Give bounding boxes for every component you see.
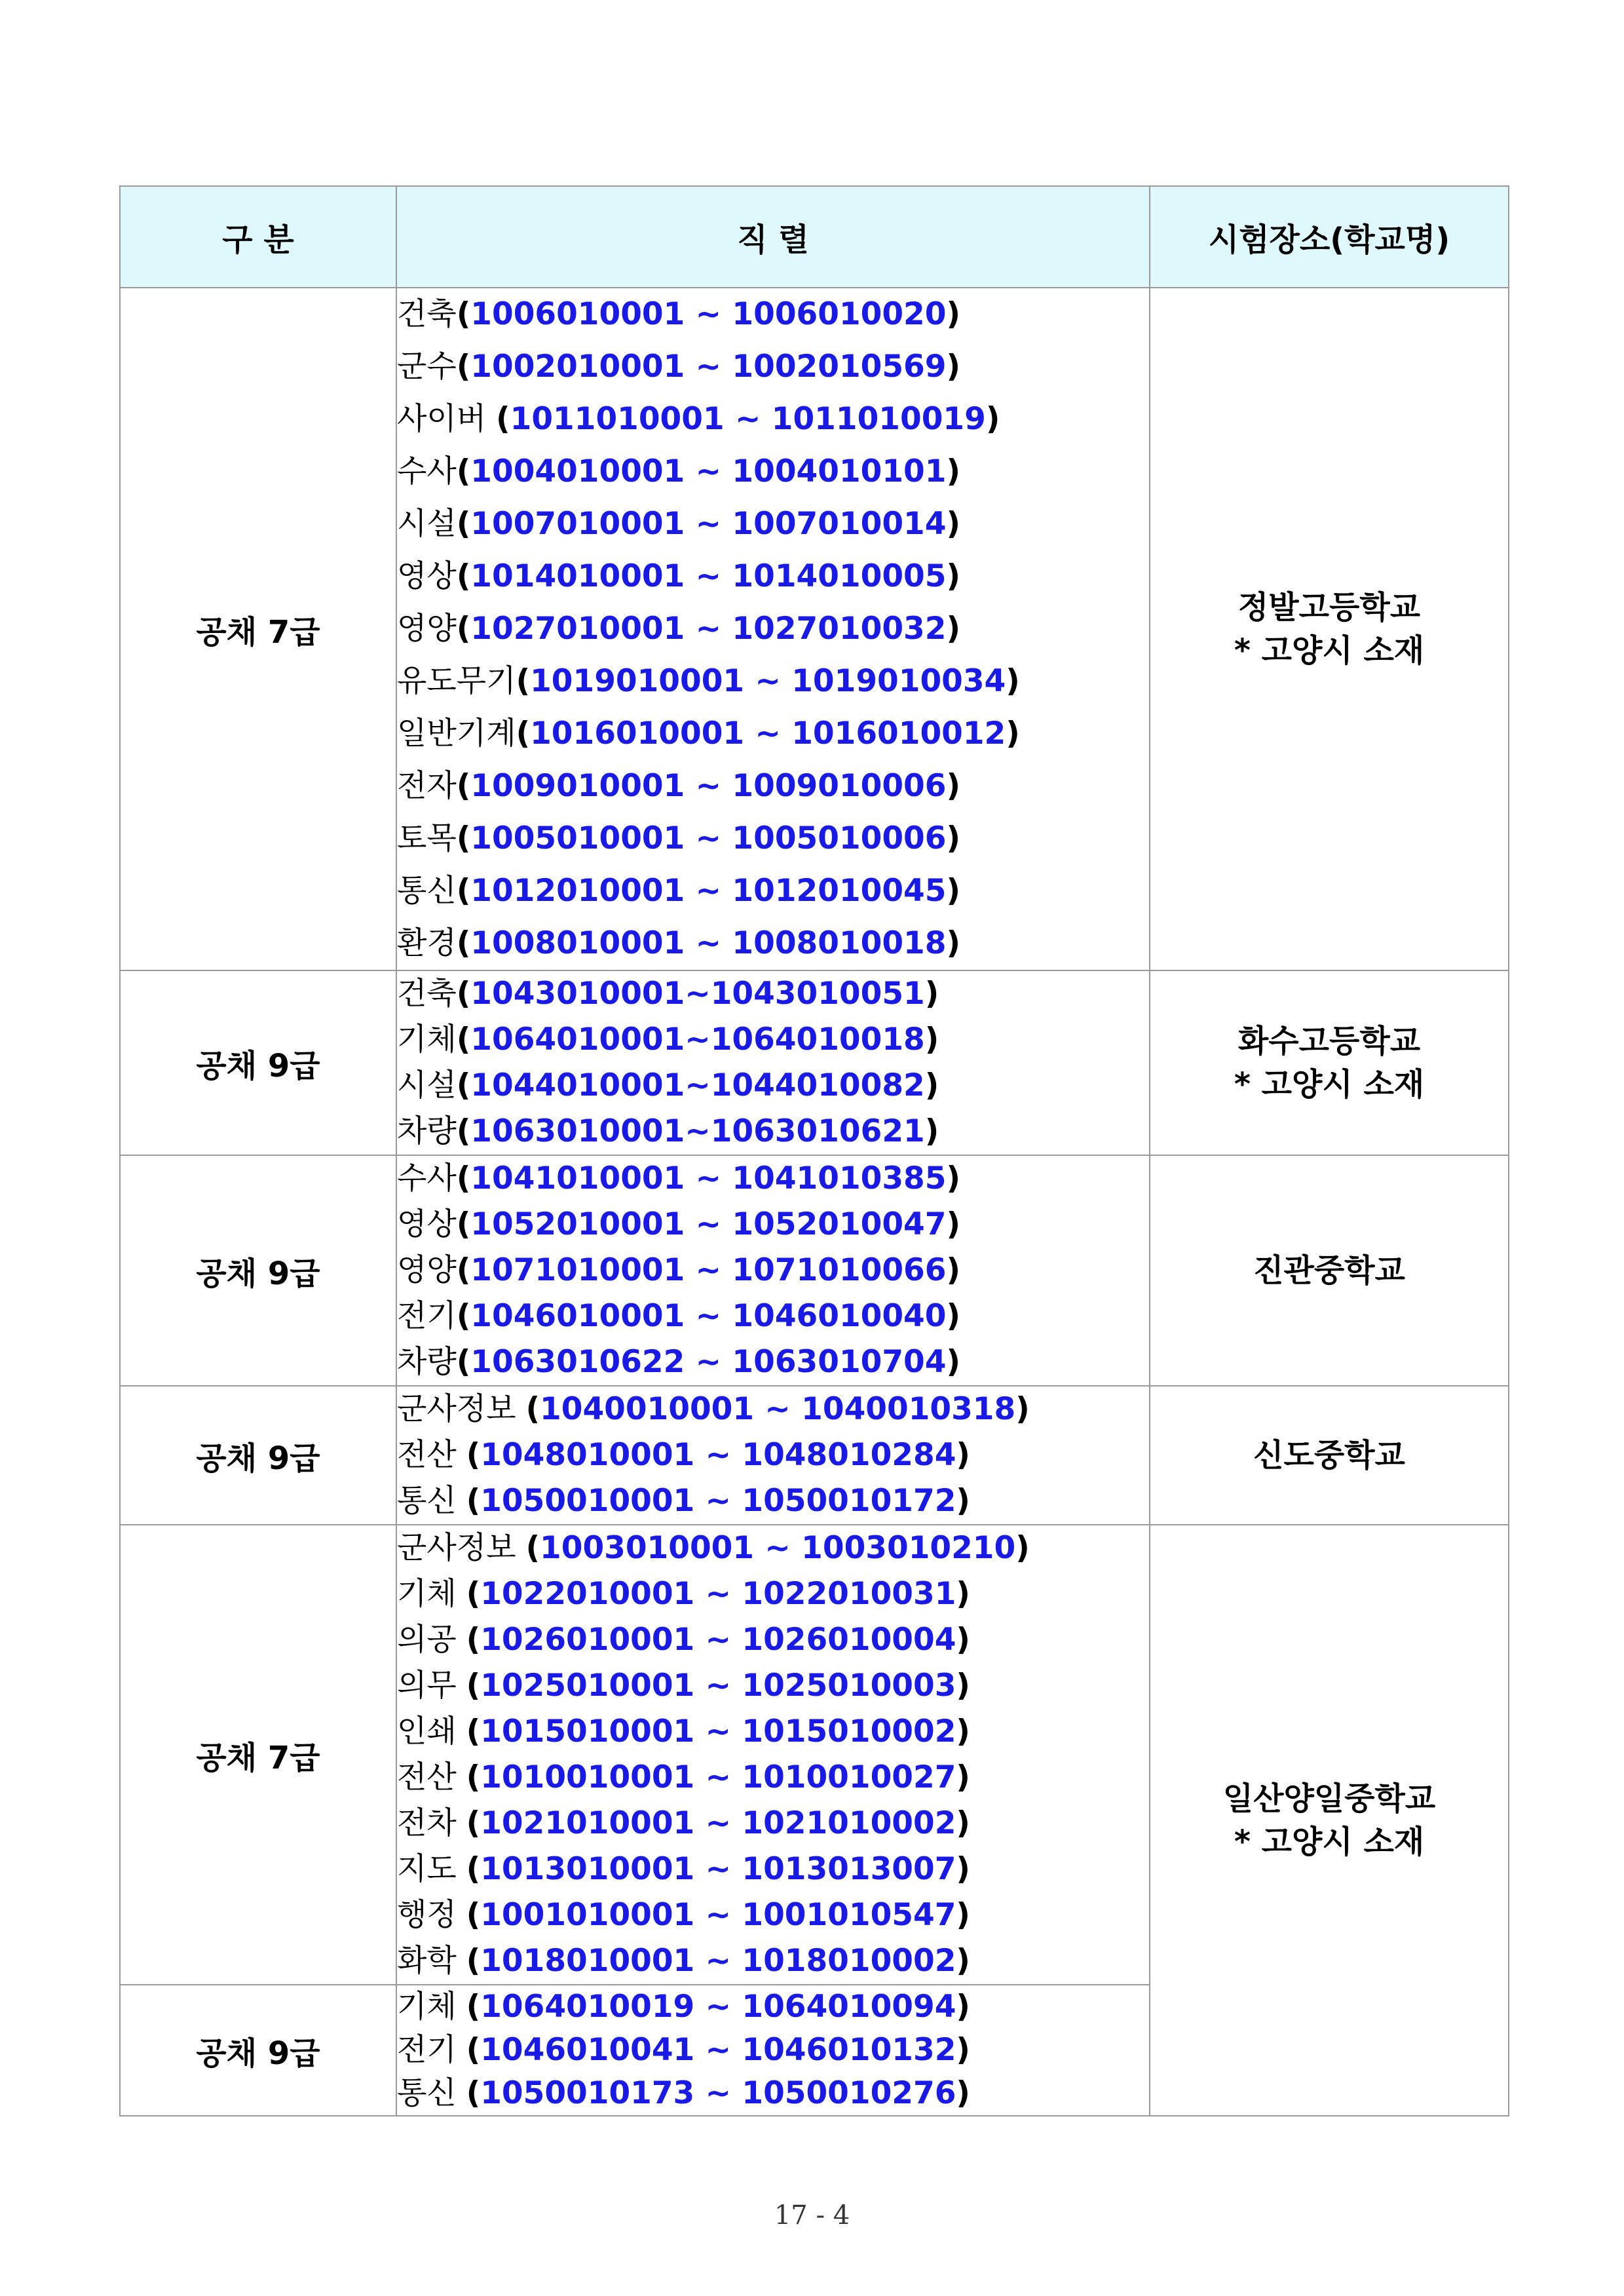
category-cell: 공채 7급 (120, 1525, 396, 1985)
series-name: 영상 (397, 558, 457, 594)
series-list-cell (396, 1386, 1150, 1525)
series-name: 군수 (397, 349, 457, 385)
location-note: * 고양시 소재 (1234, 1824, 1425, 1860)
series-name: 화학 (397, 1943, 466, 1979)
exam-number-range: 1013010001 ~ 1013013007 (480, 1851, 956, 1887)
series-name: 통신 (397, 2075, 466, 2111)
exam-number-range: 1046010041 ~ 1046010132 (480, 2032, 956, 2068)
table-row (120, 1155, 1509, 1386)
page-number: 17 - 4 (774, 2200, 850, 2230)
series-name: 환경 (397, 925, 457, 961)
exam-number-range: 1004010001 ~ 1004010101 (470, 453, 947, 489)
series-name: 차량 (397, 1344, 457, 1380)
series-item: 통신 (1050010173 ~ 1050010276) (397, 2075, 970, 2111)
series-name: 행정 (397, 1897, 466, 1933)
series-item: 영상(1014010001 ~ 1014010005) (397, 558, 960, 594)
table-row (120, 288, 1509, 970)
series-name: 영양 (397, 1252, 457, 1288)
exam-number-range: 1022010001 ~ 1022010031 (480, 1576, 956, 1612)
series-name: 수사 (397, 1160, 457, 1196)
series-name: 건축 (397, 296, 457, 332)
exam-number-range: 1015010001 ~ 1015010002 (480, 1713, 956, 1750)
series-name: 전기 (397, 2032, 466, 2068)
series-name: 전자 (397, 768, 457, 804)
school-name: 진관중학교 (1253, 1252, 1405, 1289)
series-item: 의무 (1025010001 ~ 1025010003) (397, 1668, 970, 1704)
exam-number-range: 1046010001 ~ 1046010040 (470, 1298, 947, 1334)
series-item: 행정 (1001010001 ~ 1001010547) (397, 1897, 970, 1933)
exam-number-range: 1006010001 ~ 1006010020 (470, 296, 947, 332)
exam-place-cell (1150, 1386, 1509, 1525)
exam-number-range: 1064010001~1064010018 (470, 1022, 925, 1058)
exam-number-range: 1050010001 ~ 1050010172 (480, 1483, 956, 1519)
exam-number-range: 1016010001 ~ 1016010012 (530, 716, 1006, 752)
exam-number-range: 1048010001 ~ 1048010284 (480, 1437, 956, 1473)
series-name: 유도무기 (397, 663, 516, 699)
series-list-cell (396, 1985, 1150, 2116)
table-row (120, 1386, 1509, 1525)
series-item: 차량(1063010001~1063010621) (397, 1113, 939, 1149)
school-name: 정발고등학교 (1237, 589, 1421, 626)
exam-number-range: 1007010001 ~ 1007010014 (470, 506, 947, 542)
series-name: 일반기계 (397, 716, 516, 752)
school-name: 신도중학교 (1253, 1437, 1405, 1474)
series-name: 토목 (397, 820, 457, 856)
location-note: * 고양시 소재 (1234, 632, 1425, 669)
exam-number-range: 1018010001 ~ 1018010002 (480, 1943, 956, 1979)
series-item: 토목(1005010001 ~ 1005010006) (397, 820, 960, 856)
exam-number-range: 1025010001 ~ 1025010003 (480, 1668, 956, 1704)
series-name: 영상 (397, 1206, 457, 1242)
exam-number-range: 1009010001 ~ 1009010006 (470, 768, 947, 804)
header-series: 직 렬 (396, 186, 1150, 288)
exam-number-range: 1021010001 ~ 1021010002 (480, 1805, 956, 1841)
category-cell: 공채 9급 (120, 1386, 396, 1525)
series-item: 영양(1071010001 ~ 1071010066) (397, 1252, 960, 1288)
series-item: 건축(1006010001 ~ 1006010020) (397, 296, 960, 332)
series-name: 군사정보 (397, 1530, 526, 1566)
series-name: 사이버 (397, 401, 497, 437)
exam-number-range: 1012010001 ~ 1012010045 (470, 873, 947, 909)
exam-number-range: 1050010173 ~ 1050010276 (480, 2075, 956, 2111)
school-name: 화수고등학교 (1237, 1023, 1421, 1060)
series-item: 전기(1046010001 ~ 1046010040) (397, 1298, 960, 1334)
exam-number-range: 1052010001 ~ 1052010047 (470, 1206, 947, 1242)
series-item: 군수(1002010001 ~ 1002010569) (397, 349, 960, 385)
exam-number-range: 1001010001 ~ 1001010547 (480, 1897, 956, 1933)
series-name: 통신 (397, 873, 457, 909)
series-item: 사이버 (1011010001 ~ 1011010019) (397, 401, 1000, 437)
series-name: 기체 (397, 1989, 466, 2025)
series-name: 전기 (397, 1298, 457, 1334)
series-list-cell (396, 1525, 1150, 1985)
series-name: 차량 (397, 1113, 457, 1149)
exam-number-range: 1014010001 ~ 1014010005 (470, 558, 947, 594)
series-item: 수사(1041010001 ~ 1041010385) (397, 1160, 960, 1196)
series-item: 수사(1004010001 ~ 1004010101) (397, 453, 960, 489)
series-item: 군사정보 (1040010001 ~ 1040010318) (397, 1391, 1030, 1427)
table-row (120, 1525, 1509, 1985)
header-place: 시험장소(학교명) (1150, 186, 1509, 288)
category-cell: 공채 9급 (120, 1155, 396, 1386)
series-item: 전산 (1048010001 ~ 1048010284) (397, 1437, 970, 1473)
series-item: 건축(1043010001~1043010051) (397, 976, 939, 1012)
series-item: 통신(1012010001 ~ 1012010045) (397, 873, 960, 909)
exam-number-range: 1063010001~1063010621 (470, 1113, 925, 1149)
exam-number-range: 1008010001 ~ 1008010018 (470, 925, 947, 961)
exam-number-range: 1002010001 ~ 1002010569 (470, 349, 947, 385)
series-name: 의무 (397, 1668, 466, 1704)
series-name: 시설 (397, 506, 457, 542)
series-name: 지도 (397, 1851, 466, 1887)
series-item: 차량(1063010622 ~ 1063010704) (397, 1344, 960, 1380)
exam-place-cell (1150, 1525, 1509, 2116)
exam-number-range: 1071010001 ~ 1071010066 (470, 1252, 947, 1288)
series-list-cell (396, 1155, 1150, 1386)
series-name: 군사정보 (397, 1391, 526, 1427)
series-name: 건축 (397, 976, 457, 1012)
exam-number-range: 1043010001~1043010051 (470, 976, 925, 1012)
series-item: 기체(1064010001~1064010018) (397, 1022, 939, 1058)
series-item: 환경(1008010001 ~ 1008010018) (397, 925, 960, 961)
series-name: 수사 (397, 453, 457, 489)
exam-location-table (119, 185, 1509, 2116)
exam-number-range: 1003010001 ~ 1003010210 (540, 1530, 1016, 1566)
series-item: 화학 (1018010001 ~ 1018010002) (397, 1943, 970, 1979)
category-cell: 공채 7급 (120, 288, 396, 970)
exam-number-range: 1005010001 ~ 1005010006 (470, 820, 947, 856)
series-name: 영양 (397, 611, 457, 647)
series-item: 영상(1052010001 ~ 1052010047) (397, 1206, 960, 1242)
series-item: 인쇄 (1015010001 ~ 1015010002) (397, 1713, 970, 1750)
series-item: 일반기계(1016010001 ~ 1016010012) (397, 716, 1020, 752)
series-name: 전산 (397, 1759, 466, 1795)
series-item: 기체 (1064010019 ~ 1064010094) (397, 1989, 970, 2025)
series-name: 시설 (397, 1067, 457, 1103)
series-name: 통신 (397, 1483, 466, 1519)
exam-number-range: 1019010001 ~ 1019010034 (530, 663, 1006, 699)
series-item: 전산 (1010010001 ~ 1010010027) (397, 1759, 970, 1795)
table-row (120, 970, 1509, 1155)
exam-place-cell (1150, 1155, 1509, 1386)
exam-number-range: 1011010001 ~ 1011010019 (510, 401, 986, 437)
exam-number-range: 1027010001 ~ 1027010032 (470, 611, 947, 647)
header-row (120, 186, 1509, 288)
category-cell: 공채 9급 (120, 970, 396, 1155)
header-category: 구 분 (120, 186, 396, 288)
series-name: 인쇄 (397, 1713, 466, 1750)
series-item: 시설(1007010001 ~ 1007010014) (397, 506, 960, 542)
series-item: 영양(1027010001 ~ 1027010032) (397, 611, 960, 647)
category-cell: 공채 9급 (120, 1985, 396, 2116)
school-name: 일산양일중학교 (1222, 1780, 1436, 1817)
exam-number-range: 1064010019 ~ 1064010094 (480, 1989, 956, 2025)
exam-number-range: 1044010001~1044010082 (470, 1067, 925, 1103)
series-item: 의공 (1026010001 ~ 1026010004) (397, 1622, 970, 1658)
series-item: 전차 (1021010001 ~ 1021010002) (397, 1805, 970, 1841)
exam-place-cell (1150, 288, 1509, 970)
series-list-cell (396, 288, 1150, 970)
series-item: 시설(1044010001~1044010082) (397, 1067, 939, 1103)
series-item: 군사정보 (1003010001 ~ 1003010210) (397, 1530, 1030, 1566)
exam-number-range: 1041010001 ~ 1041010385 (470, 1160, 947, 1196)
exam-number-range: 1040010001 ~ 1040010318 (540, 1391, 1016, 1427)
series-item: 기체 (1022010001 ~ 1022010031) (397, 1576, 970, 1612)
exam-number-range: 1010010001 ~ 1010010027 (480, 1759, 956, 1795)
series-item: 전자(1009010001 ~ 1009010006) (397, 768, 960, 804)
series-item: 통신 (1050010001 ~ 1050010172) (397, 1483, 970, 1519)
series-item: 지도 (1013010001 ~ 1013013007) (397, 1851, 970, 1887)
exam-number-range: 1063010622 ~ 1063010704 (470, 1344, 947, 1380)
location-note: * 고양시 소재 (1234, 1066, 1425, 1103)
series-name: 의공 (397, 1622, 466, 1658)
series-name: 전산 (397, 1437, 466, 1473)
series-item: 전기 (1046010041 ~ 1046010132) (397, 2032, 970, 2068)
series-list-cell (396, 970, 1150, 1155)
exam-number-range: 1026010001 ~ 1026010004 (480, 1622, 956, 1658)
series-item: 유도무기(1019010001 ~ 1019010034) (397, 663, 1020, 699)
series-name: 기체 (397, 1022, 457, 1058)
series-name: 기체 (397, 1576, 466, 1612)
exam-place-cell (1150, 970, 1509, 1155)
series-name: 전차 (397, 1805, 466, 1841)
